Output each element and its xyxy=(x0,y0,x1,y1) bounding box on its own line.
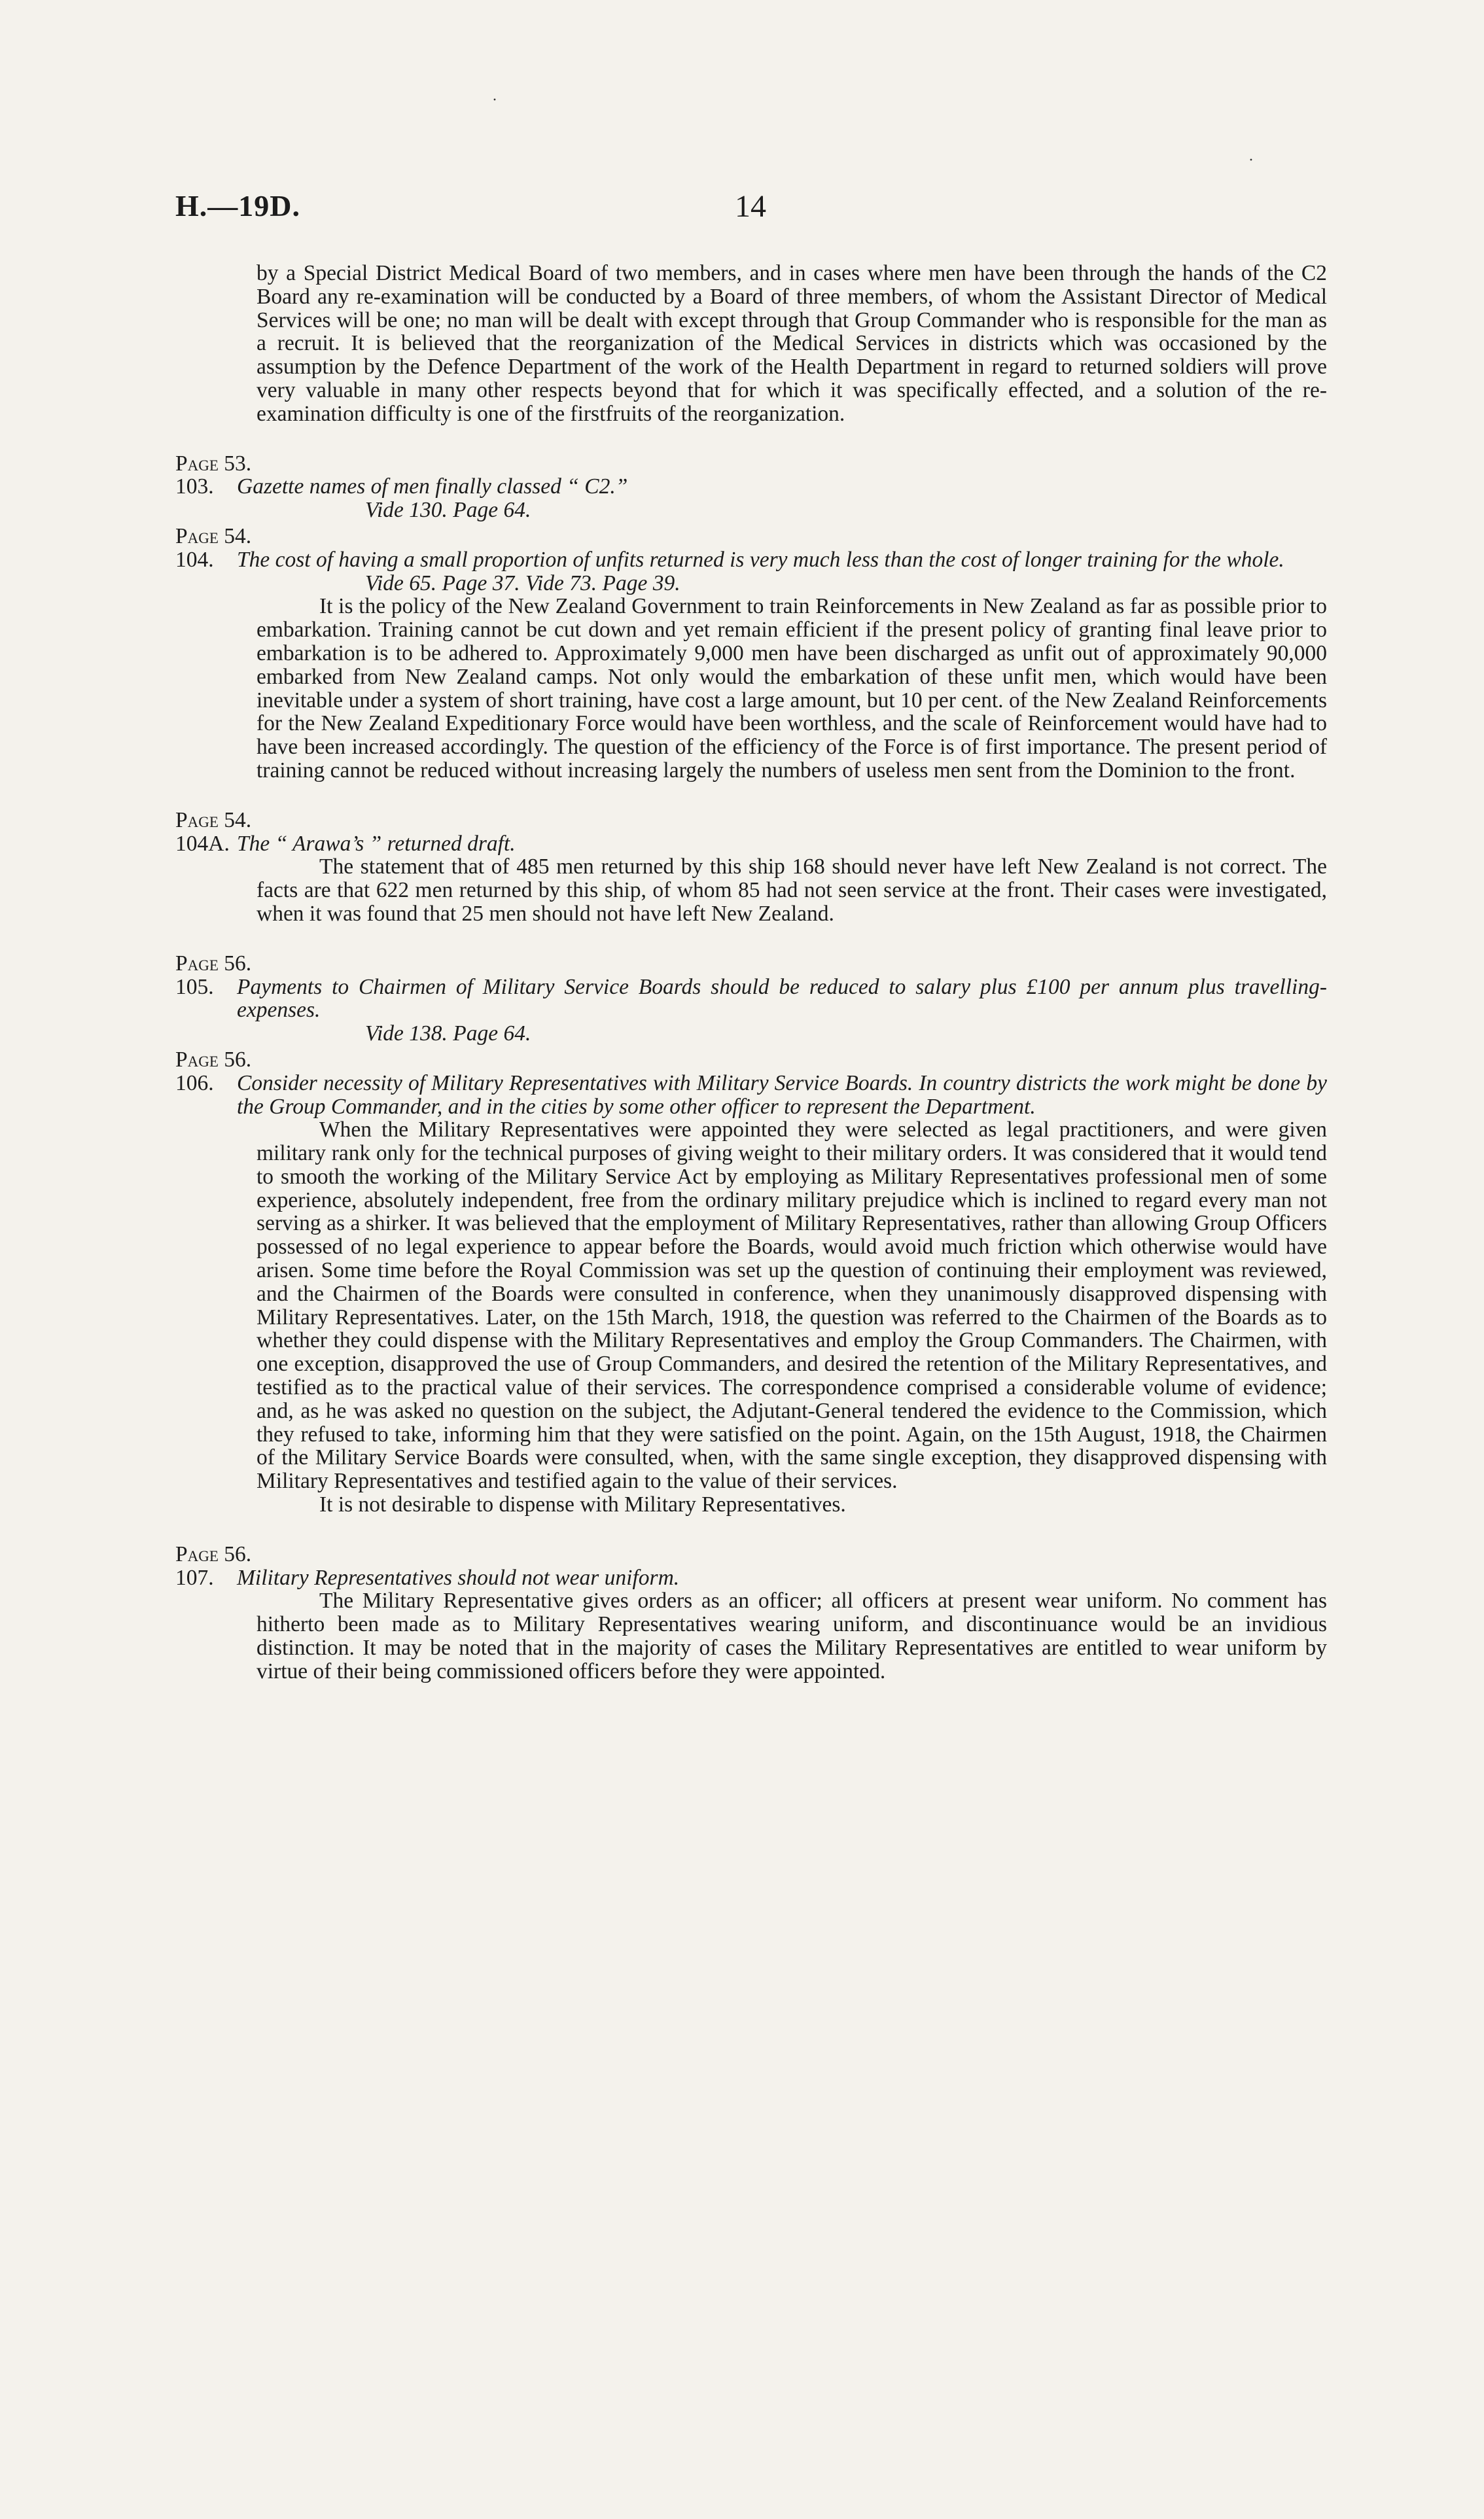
vide-reference: Vide 138. Page 64. xyxy=(365,1021,531,1046)
page-content xyxy=(175,262,1327,1683)
section-107 xyxy=(175,1543,1327,1683)
scan-speck: · xyxy=(492,92,497,109)
item-number: 104. xyxy=(175,547,214,572)
section-104 xyxy=(175,525,1327,783)
body-paragraph: It is the policy of the New Zealand Government to train Reinforcements in New Zealand as far as possible prior to embarkation. Training cannot be cut down and yet remain efficient if the present policy of granting final leave prior to embarkation is to be adhered to. Approximately 9,000 men have been discharged as unfit out of approximately 90,000 embarked from New Zealand camps. Not only would the embarkation of these unfit men, which would have been inevitable under a system of short training, have cost a large amount, but 10 per cent. of the New Zealand Reinforcements for the New Zealand Expeditionary Force would have been worthless, and the scale of Reinforcement would have had to have been increased accordingly. The question of the efficiency of the Force is of first importance. The present period of training cannot be reduced without increasing largely the numbers of useless men sent from the Dominion to the front. xyxy=(256,594,1327,783)
item-title: Military Representatives should not wear uniform. xyxy=(237,1565,680,1590)
intro-paragraph: by a Special District Medical Board of two members, and in cases where men have been through the hands of the C2 Board any re-examination will be conducted by a Board of three members, of whom the Assistant Director of Medical Services will be one; no man will be dealt with except through that Group Commander who is responsible for the man as a recruit. It is believed that the reorganization of the Medical Services in districts which was occasioned by the assumption by the Defence Department of the work of the Health Department in regard to returned soldiers will prove very valuable in many other respects beyond that for which it was specifically effected, and a solution of the re-examination difficulty is one of the firstfruits of the reorganization. xyxy=(256,261,1327,426)
body-paragraph: The statement that of 485 men returned by this ship 168 should never have left New Zealand is not correct. The facts are that 622 men returned by this ship, of whom 85 had not seen service at the front. Their cases were investigated, when it was found that 25 men should not have left New Zealand. xyxy=(256,854,1327,926)
scan-speck: · xyxy=(1248,152,1254,169)
page-ref: Page 56. xyxy=(175,1541,252,1566)
page-ref: Page 56. xyxy=(175,951,252,976)
item-heading xyxy=(175,475,1327,499)
item-title: Consider necessity of Military Representatives with Military Service Boards. In country districts the work might be done by the Group Commander, and in the cities by some other officer to represent the Department. xyxy=(237,1070,1327,1119)
section-103 xyxy=(175,452,1327,522)
item-heading xyxy=(175,1566,1327,1590)
body-paragraph: The Military Representative gives orders as an officer; all officers at present wear uniform. No comment has hitherto been made as to Military Representatives wearing uniform, and discontinuance would be an invidious distinction. It may be noted that in the majority of cases the Military Representatives are entitled to wear uniform by virtue of their being commissioned officers before they were appointed. xyxy=(256,1589,1327,1683)
vide-reference: Vide 65. Page 37. Vide 73. Page 39. xyxy=(365,571,680,595)
section-104a xyxy=(175,809,1327,926)
page-number: 14 xyxy=(735,189,766,224)
item-title: Gazette names of men finally classed “ C2.” xyxy=(237,474,628,499)
page-ref: Page 53. xyxy=(175,451,252,476)
section-105 xyxy=(175,952,1327,1046)
item-title: The cost of having a small proportion of unfits returned is very much less than the cost of longer training for the whole. xyxy=(237,547,1284,572)
section-106 xyxy=(175,1048,1327,1517)
document-reference: H.—19D. xyxy=(175,189,300,222)
item-heading xyxy=(175,1072,1327,1119)
item-number: 106. xyxy=(175,1070,214,1095)
item-number: 103. xyxy=(175,474,214,499)
body-paragraph: When the Military Representatives were appointed they were selected as legal practitioners, and were given military rank only for the technical purposes of giving weight to their military orders. It was considered that it would tend to smooth the working of the Military Service Act by employing as Military Representatives professional men of some experience, absolutely independent, free from the ordinary military prejudice which is inclined to regard every man not serving as a shirker. It was believed that the employment of Military Representatives, rather than allowing Group Officers possessed of no legal experience to appear before the Boards, would avoid much friction which otherwise would have arisen. Some time before the Royal Commission was set up the question of continuing their employment was reviewed, and the Chairmen of the Boards were consulted in conference, when they unanimously disapproved dispensing with Military Representatives. Later, on the 15th March, 1918, the question was referred to the Chairmen of the Boards as to whether they could dispense with the Military Representatives and employ the Group Commanders. The Chairmen, with one exception, disapproved the use of Group Commanders, and desired the retention of the Military Representatives, and testified as to the practical value of their services. The correspondence comprised a considerable volume of evidence; and, as he was asked no question on the subject, the Adjutant-General tendered the evidence to the Commission, which they refused to take, informing him that they were satisfied on the point. Again, on the 15th August, 1918, the Chairmen of the Military Service Boards were consulted, when, with the same single exception, they disapproved dispensing with Military Representatives and testified again to the value of their services. xyxy=(256,1118,1327,1494)
page-ref: Page 54. xyxy=(175,523,252,548)
item-number: 107. xyxy=(175,1565,214,1590)
item-heading xyxy=(175,832,1327,856)
item-heading xyxy=(175,976,1327,1023)
item-title: Payments to Chairmen of Military Service Boards should be reduced to salary plus £100 per annum plus travelling-expenses. xyxy=(237,974,1327,1023)
item-heading xyxy=(175,548,1327,572)
vide-reference: Vide 130. Page 64. xyxy=(365,498,531,523)
page-ref: Page 54. xyxy=(175,807,252,832)
item-number: 104A. xyxy=(175,831,230,856)
page-ref: Page 56. xyxy=(175,1047,252,1072)
body-paragraph: It is not desirable to dispense with Military Representatives. xyxy=(319,1492,846,1517)
item-title: The “ Arawa’s ” returned draft. xyxy=(237,831,516,856)
page-header xyxy=(175,188,1327,234)
item-number: 105. xyxy=(175,974,214,999)
